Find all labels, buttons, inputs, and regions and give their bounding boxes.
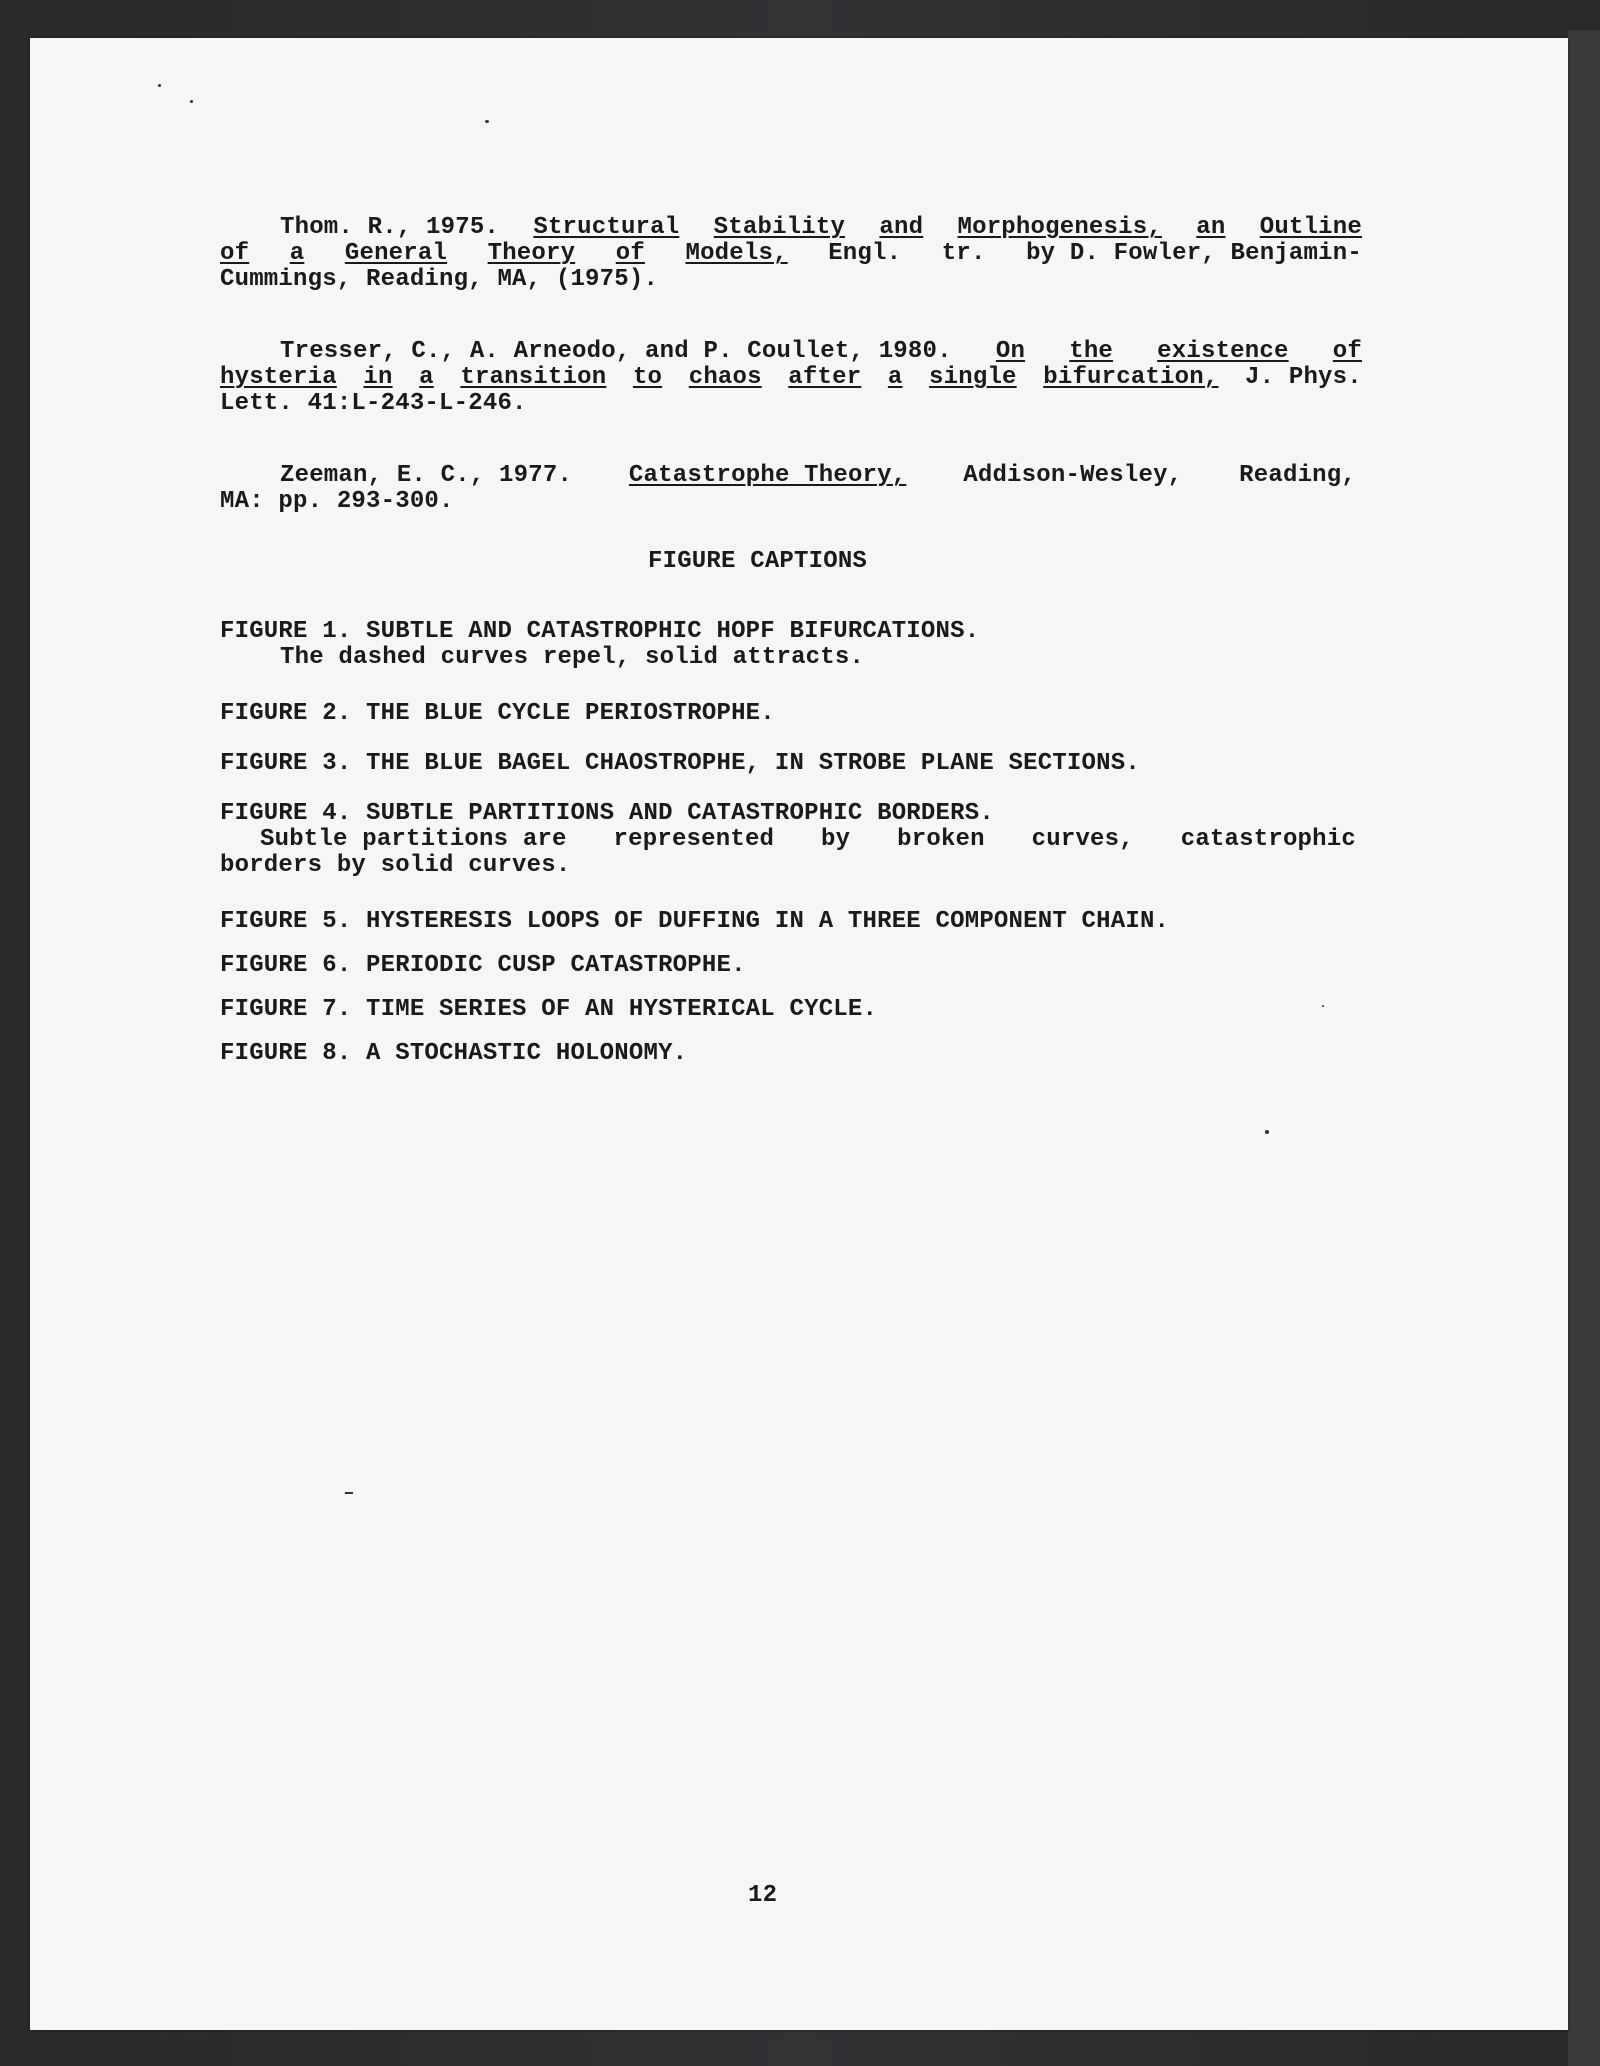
reference-zeeman-line-2: MA: pp. 293-300. — [220, 488, 454, 515]
ref-text: tr. — [941, 240, 986, 267]
figure-7-caption: FIGURE 7. TIME SERIES OF AN HYSTERICAL CYCLE. — [220, 996, 878, 1023]
scan-speck — [1322, 1005, 1324, 1007]
ref-title-word: transition — [460, 364, 607, 391]
reference-thom-line-3: Cummings, Reading, MA, (1975). — [220, 266, 659, 293]
ref-title-word: Stability — [713, 214, 846, 241]
ref-title-word: after — [788, 364, 862, 391]
document-page — [30, 38, 1568, 2030]
ref-title-word: the — [1069, 338, 1114, 365]
ref-text: Reading, — [1239, 462, 1356, 489]
ref-title-word: bifurcation, — [1043, 364, 1219, 391]
ref-text: Addison-Wesley, — [963, 462, 1183, 489]
ref-title-word: Theory — [487, 240, 576, 267]
ref-title-word: a — [419, 364, 434, 391]
ref-title-word: existence — [1157, 338, 1289, 365]
reference-thom-line-2 — [220, 240, 1362, 267]
figure-3-caption: FIGURE 3. THE BLUE BAGEL CHAOSTROPHE, IN STROBE PLANE SECTIONS. — [220, 750, 1140, 777]
ref-title-word: Catastrophe Theory, — [628, 462, 907, 489]
ref-title-word: a — [887, 364, 903, 391]
scanner-edge — [1568, 30, 1600, 2066]
ref-text: J. Phys. — [1245, 364, 1362, 391]
ref-text: by D. Fowler, Benjamin- — [1026, 240, 1362, 267]
ref-text: Thom. R., 1975. — [280, 214, 500, 241]
ref-title-word: of — [1332, 338, 1362, 365]
caption-word: Subtle partitions are — [260, 826, 567, 853]
scan-speck — [345, 1492, 353, 1494]
ref-title-word: of — [220, 240, 250, 267]
reference-zeeman-line-1 — [280, 462, 1356, 489]
reference-tresser-line-2 — [220, 364, 1362, 391]
figure-1-note: The dashed curves repel, solid attracts. — [280, 644, 865, 671]
ref-title-word: hysteria — [220, 364, 337, 391]
ref-text: Zeeman, E. C., 1977. — [280, 462, 573, 489]
ref-title-word: of — [615, 240, 645, 267]
figure-4-note-line-1 — [260, 826, 1356, 853]
ref-title-word: an — [1196, 214, 1226, 241]
figure-5-caption: FIGURE 5. HYSTERESIS LOOPS OF DUFFING IN A THREE COMPONENT CHAIN. — [220, 908, 1170, 935]
ref-title-word: single — [929, 364, 1017, 391]
ref-text: Tresser, C., A. Arneodo, and P. Coullet, 1980. — [280, 338, 952, 365]
page-number: 12 — [748, 1882, 778, 1909]
ref-title-word: in — [363, 364, 393, 391]
figure-2-caption: FIGURE 2. THE BLUE CYCLE PERIOSTROPHE. — [220, 700, 775, 727]
scan-speck — [1265, 1130, 1269, 1134]
ref-title-word: to — [632, 364, 663, 391]
caption-word: broken — [897, 826, 985, 853]
figure-8-caption: FIGURE 8. A STOCHASTIC HOLONOMY. — [220, 1040, 688, 1067]
ref-text: Engl. — [828, 240, 902, 267]
ref-title-word: Morphogenesis, — [957, 214, 1162, 241]
scan-speck — [485, 120, 489, 123]
caption-word: curves, — [1031, 826, 1134, 853]
figure-4-caption: FIGURE 4. SUBTLE PARTITIONS AND CATASTROPHIC BORDERS. — [220, 800, 994, 827]
captions-heading: FIGURE CAPTIONS — [648, 548, 868, 575]
ref-title-word: On — [995, 338, 1026, 365]
reference-thom-line-1 — [280, 214, 1362, 241]
figure-6-caption: FIGURE 6. PERIODIC CUSP CATASTROPHE. — [220, 952, 746, 979]
ref-title-word: and — [879, 214, 924, 241]
ref-title-word: chaos — [688, 364, 762, 391]
ref-title-word: Structural — [533, 214, 680, 241]
caption-word: by — [821, 826, 851, 853]
reference-tresser-line-3: Lett. 41:L-243-L-246. — [220, 390, 527, 417]
scan-speck — [190, 100, 193, 103]
caption-word: represented — [613, 826, 775, 853]
ref-title-word: General — [344, 240, 448, 267]
ref-title-word: Outline — [1259, 214, 1362, 241]
ref-title-word: a — [289, 240, 305, 267]
caption-word: catastrophic — [1180, 826, 1356, 853]
reference-tresser-line-1 — [280, 338, 1362, 365]
figure-1-caption: FIGURE 1. SUBTLE AND CATASTROPHIC HOPF BIFURCATIONS. — [220, 618, 980, 645]
scan-speck — [158, 84, 161, 87]
figure-4-note-line-2: borders by solid curves. — [220, 852, 571, 879]
ref-title-word: Models, — [685, 240, 788, 267]
